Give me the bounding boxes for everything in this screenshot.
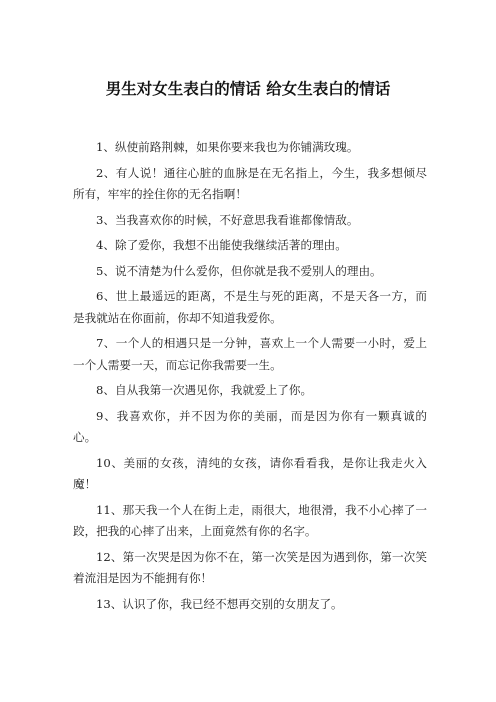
paragraph-12: 12、第一次哭是因为你不在，第一次笑是因为遇到你，第一次笑着流泪是因为不能拥有你！ bbox=[73, 549, 427, 585]
paragraph-10: 10、美丽的女孩，清纯的女孩，请你看看我，是你让我走火入魔！ bbox=[73, 455, 427, 491]
document-title: 男生对女生表白的情话 给女生表白的情话 bbox=[105, 80, 391, 98]
paragraph-1: 1、纵使前路荆棘，如果你要来我也为你铺满玫瑰。 bbox=[96, 140, 359, 154]
paragraph-5: 5、说不清楚为什么爱你，但你就是我不爱别人的理由。 bbox=[96, 263, 382, 278]
paragraph-2: 2、有人说！通往心脏的血脉是在无名指上，今生，我多想倾尽所有，牢牢的拴住你的无名指啊！ bbox=[73, 165, 427, 201]
document-body bbox=[73, 137, 427, 619]
paragraph-3: 3、当我喜欢你的时候，不好意思我看谁都像情敌。 bbox=[96, 212, 359, 227]
paragraph-9: 9、我喜欢你，并不因为你的美丽，而是因为你有一颗真诚的心。 bbox=[73, 408, 427, 444]
paragraph-11: 11、那天我一个人在街上走，雨很大，地很滑，我不小心摔了一跤，把我的心摔了出来，上面竟然有你的名字。 bbox=[73, 502, 427, 538]
paragraph-4: 4、除了爱你，我想不出能使我继续活著的理由。 bbox=[96, 238, 347, 252]
paragraph-8: 8、自从我第一次遇见你，我就爱上了你。 bbox=[96, 383, 313, 397]
paragraph-6: 6、世上最遥远的距离，不是生与死的距离，不是天各一方，而是我就站在你面前，你却不知道我爱你。 bbox=[73, 289, 427, 325]
paragraph-13: 13、认识了你，我已经不想再交别的女朋友了。 bbox=[96, 596, 343, 611]
paragraph-7: 7、一个人的相遇只是一分钟，喜欢上一个人需要一小时，爱上一个人需要一天，而忘记你我需要一生。 bbox=[73, 336, 427, 372]
